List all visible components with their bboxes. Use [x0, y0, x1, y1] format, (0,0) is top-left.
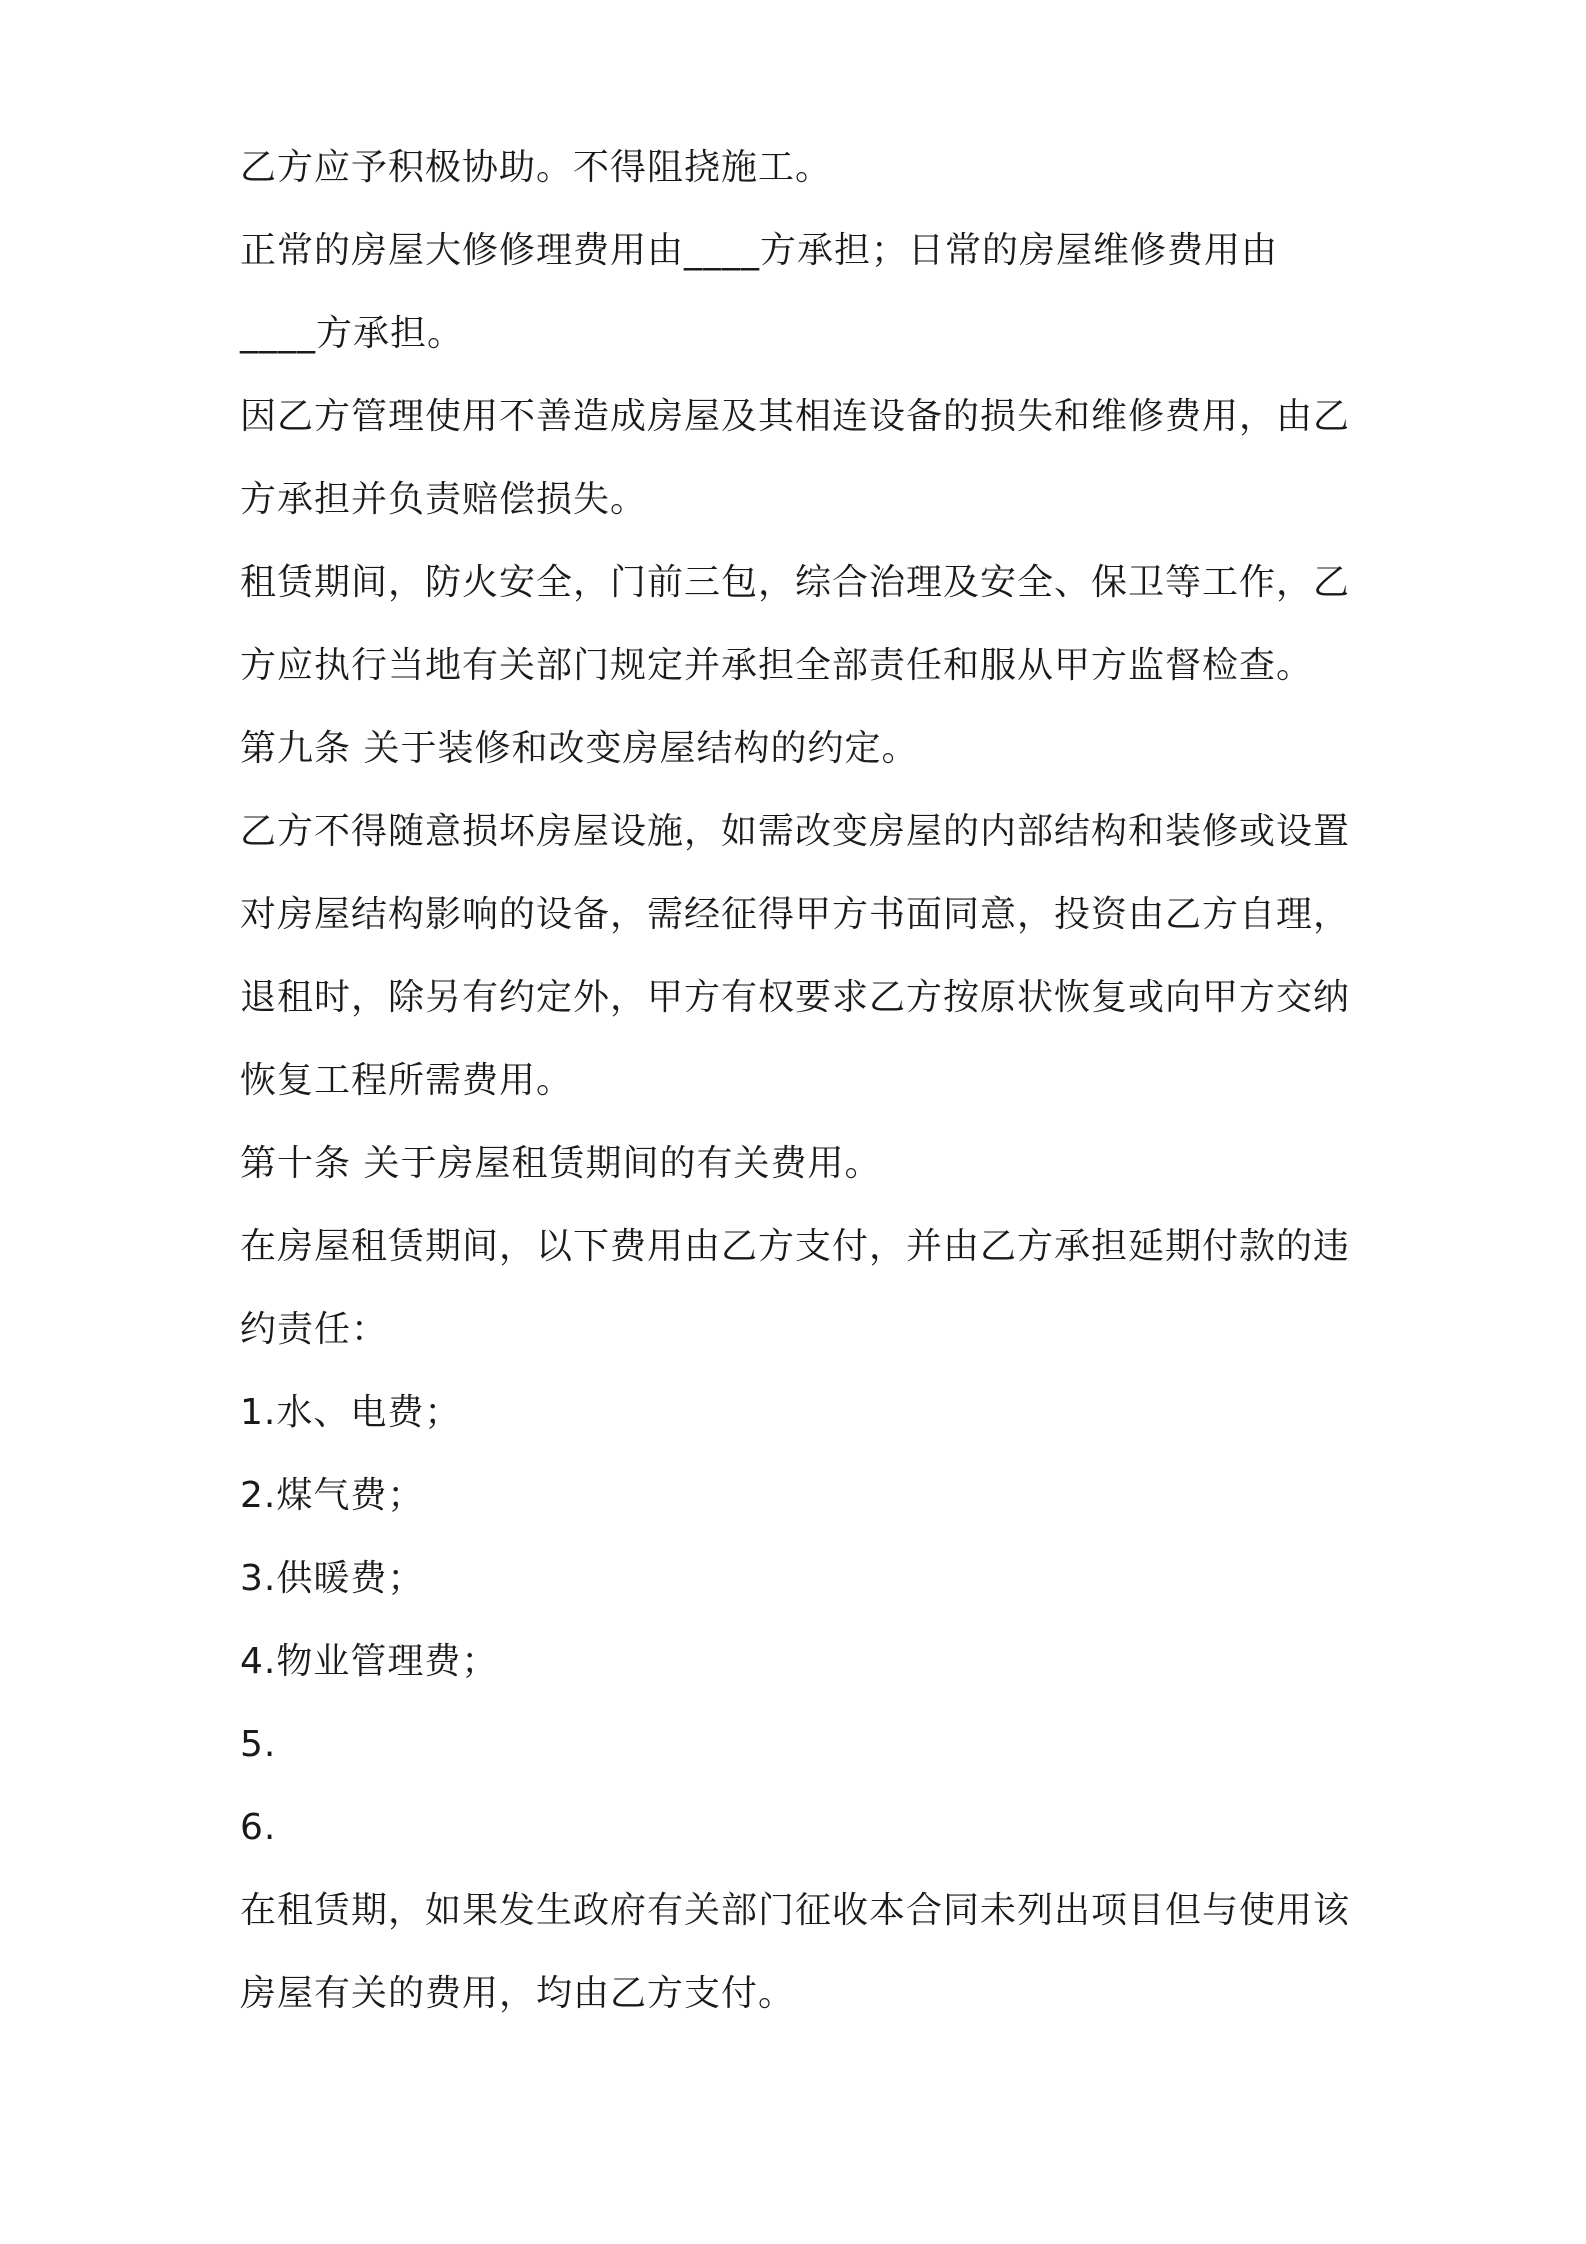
text-line: 正常的房屋大修修理费用由____方承担；日常的房屋维修费用由 [240, 230, 1279, 271]
section-heading-article-10: 第十条 关于房屋租赁期间的有关费用。 [240, 1143, 882, 1184]
list-item: 1.水、电费； [240, 1392, 462, 1433]
text-line: 约责任： [240, 1309, 389, 1350]
text-line: 恢复工程所需费用。 [240, 1060, 574, 1101]
text-line: 乙方应予积极协助。不得阻挠施工。 [240, 147, 833, 188]
text-line: 方应执行当地有关部门规定并承担全部责任和服从甲方监督检查。 [240, 645, 1314, 686]
text-line: 退租时，除另有约定外，甲方有权要求乙方按原状恢复或向甲方交纳 [240, 977, 1351, 1018]
text-line: 对房屋结构影响的设备，需经征得甲方书面同意，投资由乙方自理， [240, 894, 1351, 935]
document-body [240, 126, 1360, 2035]
text-line: 方承担并负责赔偿损失。 [240, 479, 648, 520]
text-line: 租赁期间，防火安全，门前三包，综合治理及安全、保卫等工作，乙 [240, 562, 1351, 603]
section-heading-article-9: 第九条 关于装修和改变房屋结构的约定。 [240, 728, 919, 769]
text-line: 乙方不得随意损坏房屋设施，如需改变房屋的内部结构和装修或设置 [240, 811, 1351, 852]
list-item: 2.煤气费； [240, 1475, 425, 1516]
list-item: 5. [240, 1724, 277, 1765]
text-line: 在房屋租赁期间，以下费用由乙方支付，并由乙方承担延期付款的违 [240, 1226, 1351, 1267]
text-line: 因乙方管理使用不善造成房屋及其相连设备的损失和维修费用，由乙 [240, 396, 1351, 437]
text-line: 房屋有关的费用，均由乙方支付。 [240, 1973, 796, 2014]
list-item: 3.供暖费； [240, 1558, 425, 1599]
list-item: 6. [240, 1807, 277, 1848]
list-item: 4.物业管理费； [240, 1641, 499, 1682]
text-line: 在租赁期，如果发生政府有关部门征收本合同未列出项目但与使用该 [240, 1890, 1351, 1931]
text-line: ____方承担。 [240, 313, 465, 354]
